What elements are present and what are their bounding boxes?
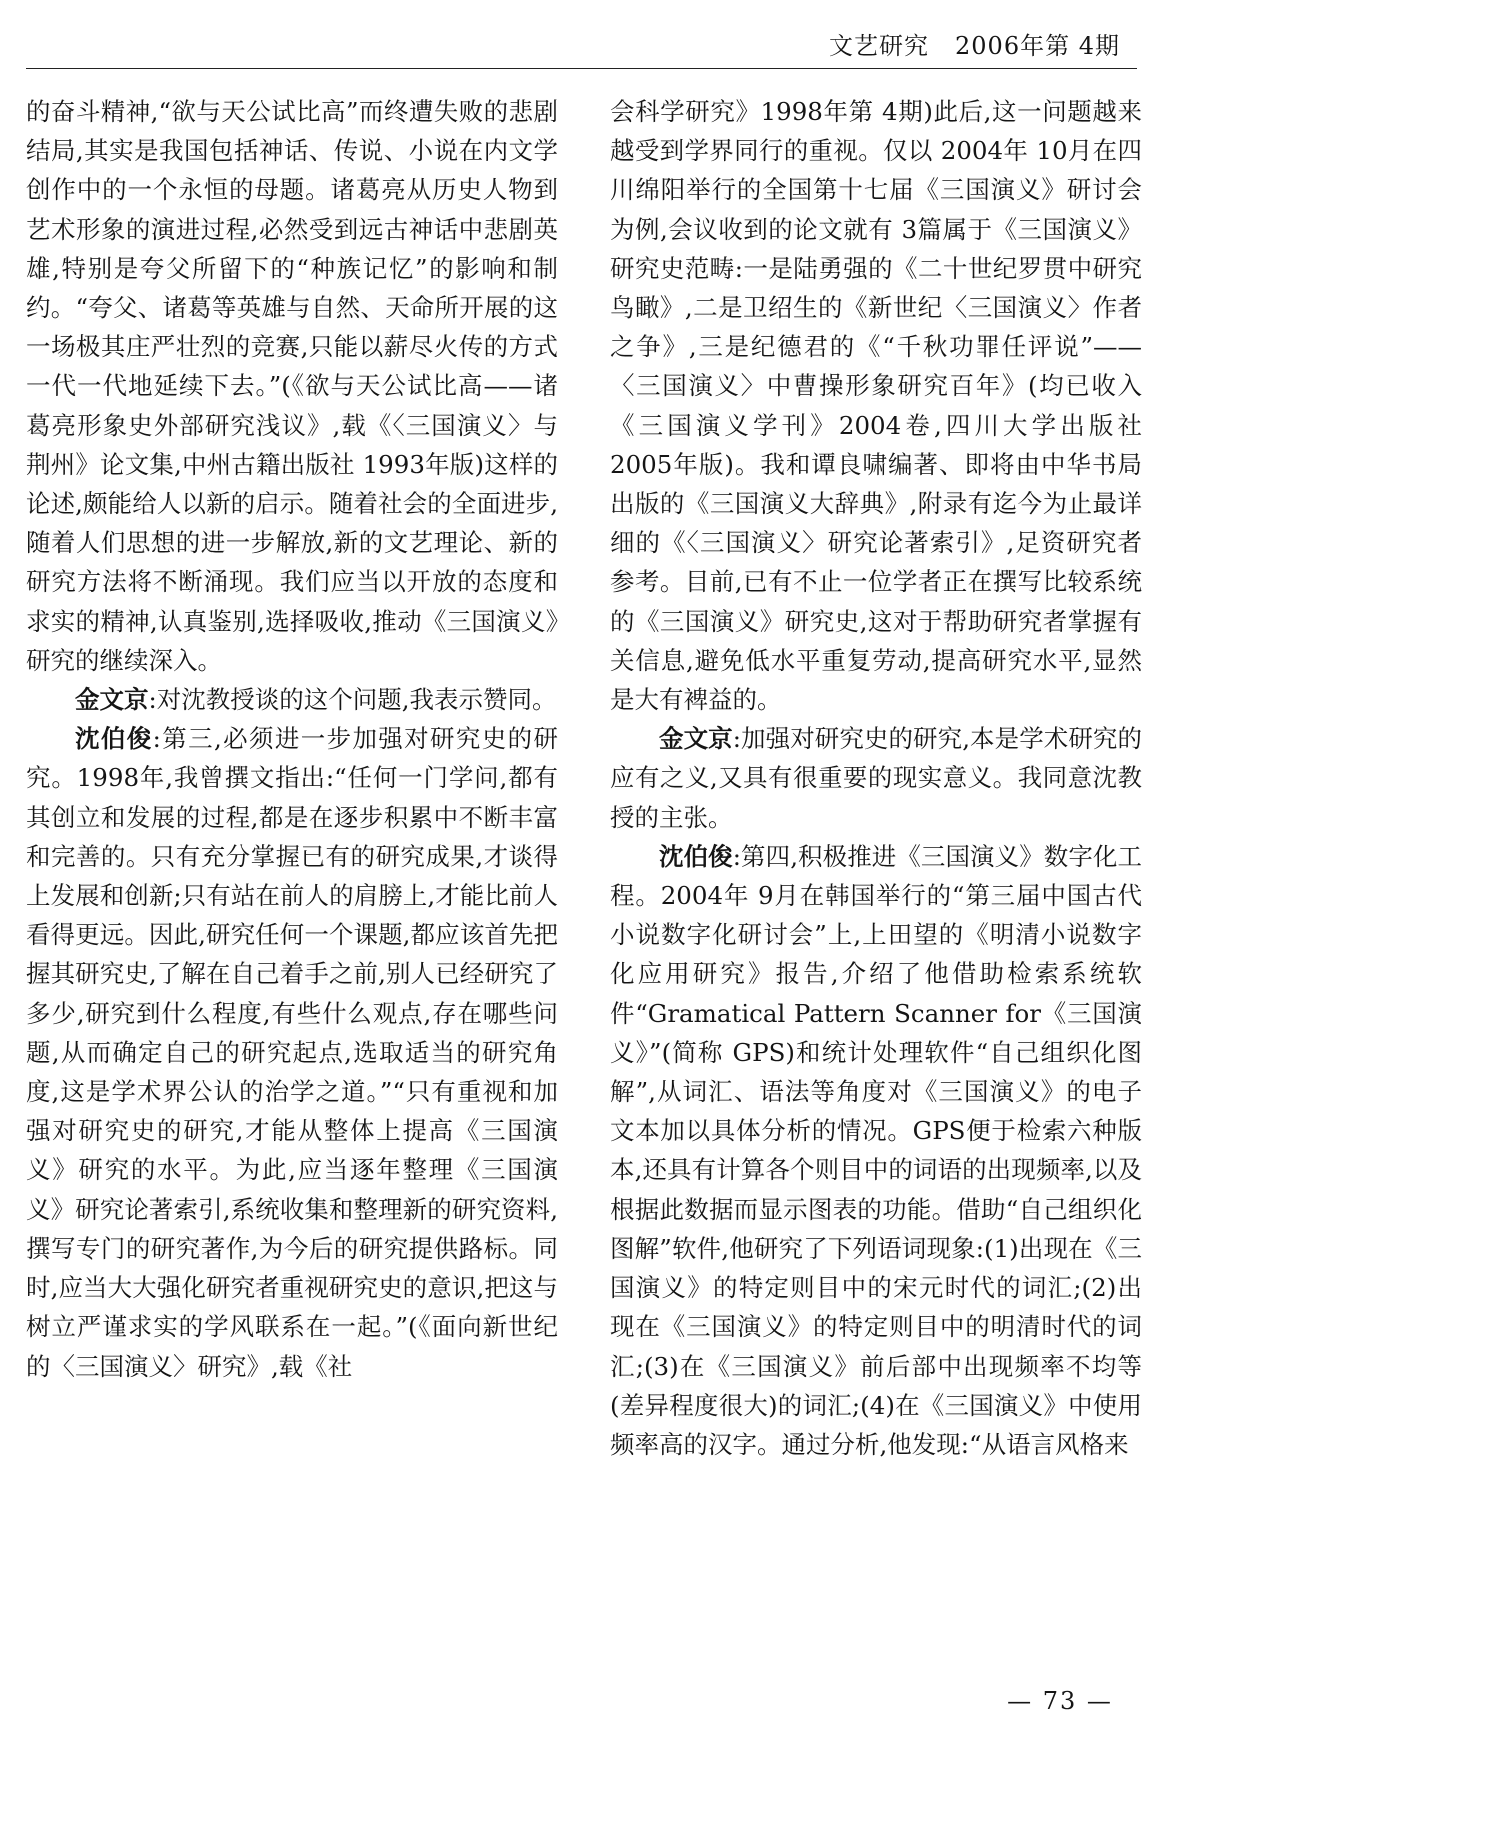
speaker-name: 沈伯俊 — [659, 841, 733, 871]
dialogue-text: :第三,必须进一步加强对研究史的研究。1998年,我曾撰文指出:“任何一门学问,都有其创立和发展的过程,都是在逐步积累中不断丰富和完善的。只有充分掌握已有的研究成果,才谈得上发展和创新;只有站在前人的肩膀上,才能比前人看得更远。因此,研究任何一个课题,都应该首先把握其研究史,了解在自己着手之前,别人已经研究了多少,研究到什么程度,有些什么观点,存在哪些问题,从而确定自己的研究起点,选取适当的研究角度,这是学术界公认的治学之道。”“只有重视和加强对研究史的研究,才能从整体上提高《三国演义》研究的水平。为此,应当逐年整理《三国演义》研究论著索引,系统收集和整理新的研究资料,撰写专门的研究著作,为今后的研究提供路标。同时,应当大大强化研究者重视研究史的意识,把这与树立严谨求实的学风联系在一起。”(《面向新世纪的〈三国演义〉研究》,载《社 — [26, 724, 559, 1381]
dialogue-paragraph — [610, 719, 1142, 837]
dialogue-paragraph — [610, 837, 1142, 1464]
paragraph: 会科学研究》1998年第 4期)此后,这一问题越来越受到学界同行的重视。仅以 2004年 10月在四川绵阳举行的全国第十七届《三国演义》研讨会为例,会议收到的论文就有 3篇属于《三国演义》研究史范畴:一是陆勇强的《二十世纪罗贯中研究鸟瞰》,二是卫绍生的《新世纪〈三国演义〉作者之争》,三是纪德君的《“千秋功罪任评说”——〈三国演义〉中曹操形象研究百年》(均已收入《三国演义学刊》2004卷,四川大学出版社 2005年版)。我和谭良啸编著、即将由中华书局出版的《三国演义大辞典》,附录有迄今为止最详细的《〈三国演义〉研究论著索引》,足资研究者参考。目前,已有不止一位学者正在撰写比较系统的《三国演义》研究史,这对于帮助研究者掌握有关信息,避免低水平重复劳动,提高研究水平,显然是大有裨益的。 — [610, 97, 1142, 715]
dialogue-paragraph — [26, 680, 558, 719]
page-number: — 73 — — [1007, 1687, 1113, 1715]
left-column — [26, 92, 558, 1386]
dialogue-paragraph — [26, 719, 558, 1385]
paragraph: 的奋斗精神,“欲与天公试比高”而终遭失败的悲剧结局,其实是我国包括神话、传说、小说在内文学创作中的一个永恒的母题。诸葛亮从历史人物到艺术形象的演进过程,必然受到远古神话中悲剧英雄,特别是夸父所留下的“种族记忆”的影响和制约。“夸父、诸葛等英雄与自然、天命所开展的这一场极其庄严壮烈的竞赛,只能以薪尽火传的方式一代一代地延续下去。”(《欲与天公试比高——诸葛亮形象史外部研究浅议》,载《〈三国演义〉与荆州》论文集,中州古籍出版社 1993年版)这样的论述,颇能给人以新的启示。随着社会的全面进步,随着人们思想的进一步解放,新的文艺理论、新的研究方法将不断涌现。我们应当以开放的态度和求实的精神,认真鉴别,选择吸收,推动《三国演义》研究的继续深入。 — [26, 97, 558, 675]
dialogue-text: :对沈教授谈的这个问题,我表示赞同。 — [148, 685, 557, 715]
dialogue-text: :第四,积极推进《三国演义》数字化工程。2004年 9月在韩国举行的“第三届中国古代小说数字化研讨会”上,上田望的《明清小说数字化应用研究》报告,介绍了他借助检索系统软件“Gramatical Pattern Scanner for《三国演义》”(简称 GPS)和统计处理软件“自己组织化图解”,从词汇、语法等角度对《三国演义》的电子文本加以具体分析的情况。GPS便于检索六种版本,还具有计算各个则目中的词语的出现频率,以及根据此数据而显示图表的功能。借助“自己组织化图解”软件,他研究了下列语词现象:(1)出现在《三国演义》的特定则目中的宋元时代的词汇;(2)出现在《三国演义》的特定则目中的明清时代的词汇;(3)在《三国演义》前后部中出现频率不均等(差异程度很大)的词汇;(4)在《三国演义》中使用频率高的汉字。通过分析,他发现:“从语言风格来 — [610, 841, 1142, 1459]
header-rule — [26, 68, 1137, 69]
speaker-name: 金文京 — [75, 685, 149, 715]
speaker-name: 沈伯俊 — [75, 724, 153, 754]
speaker-name: 金文京 — [659, 724, 733, 754]
running-header — [0, 26, 1120, 61]
dialogue-text: :加强对研究史的研究,本是学术研究的应有之义,又具有很重要的现实意义。我同意沈教授的主张。 — [610, 724, 1142, 832]
issue-number: 2006年第 4期 — [955, 32, 1120, 60]
right-column — [610, 92, 1142, 1464]
journal-title: 文艺研究 — [829, 32, 930, 60]
